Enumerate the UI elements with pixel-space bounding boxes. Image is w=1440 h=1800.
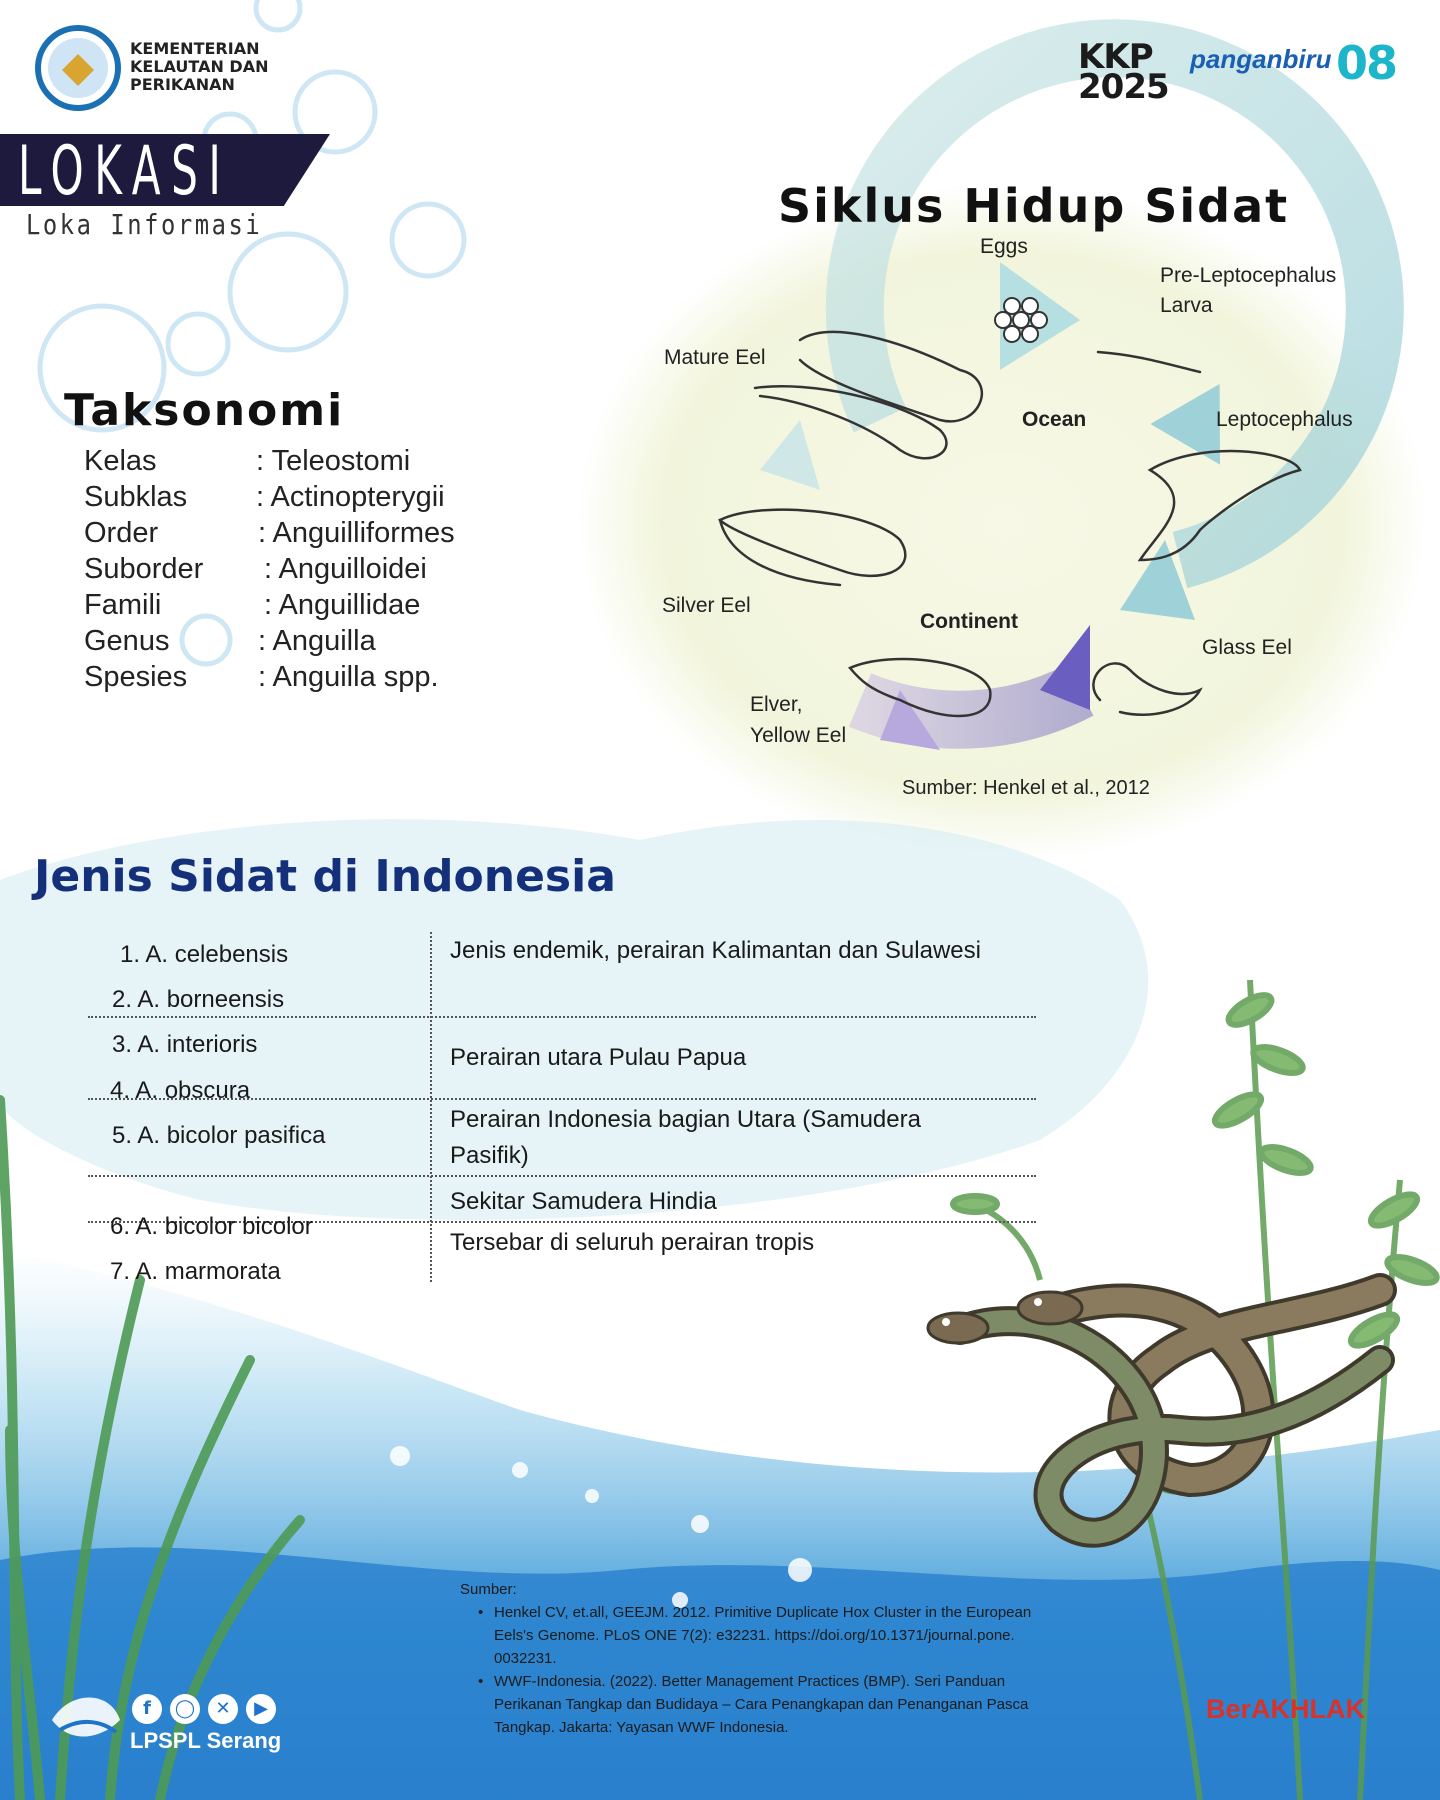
taxonomy-value: : Anguilla [258,625,376,657]
species-item: 7. A. marmorata [110,1258,281,1285]
species-item: 2. A. borneensis [112,986,285,1013]
lifecycle-label-ocean: Ocean [1022,408,1087,431]
taxonomy-row [84,588,421,622]
references [460,1578,1060,1739]
o8-logo [1336,38,1396,88]
lifecycle-label-silver: Silver Eel [662,594,751,617]
species-description: Tersebar di seluruh perairan tropis [450,1229,815,1256]
taxonomy-label: Genus [84,625,170,657]
o8-logo-text: 08 [1336,36,1397,90]
org-name: LPSPL Serang [130,1728,282,1753]
species-item: 5. A. bicolor pasifica [112,1122,326,1149]
reference-item: • Henkel CV, et.all, GEEJM. 2012. Primitive Duplicate Hox Cluster in the European Eels's Genome. PLoS ONE 7(2): e32231. https://doi.org/10.1371/journal.pone. 0032231. [494,1601,1060,1670]
kkp-logo-line2: 2025 [1078,67,1169,107]
ministry-line-2: KELAUTAN DAN [130,57,269,76]
taxonomy-value: : Anguilla spp. [258,661,439,693]
brand-subtitle: Loka Informasi [26,208,263,241]
lifecycle-label-continent: Continent [920,610,1018,633]
instagram-icon[interactable]: ◯ [170,1694,200,1724]
youtube-icon[interactable]: ▶ [246,1694,276,1724]
kkp-logo-line1: KKP [1078,37,1153,77]
taxonomy-row [84,552,427,586]
species-section-title: Jenis Sidat di Indonesia [34,851,616,902]
ministry-line-1: KEMENTERIAN [130,39,260,58]
taxonomy-row [84,660,439,694]
taxonomy-row [84,516,455,550]
taxonomy-label: Famili [84,589,162,621]
species-description: Jenis endemik, perairan Kalimantan dan Sulawesi [450,937,981,964]
x-icon[interactable]: ✕ [208,1694,238,1724]
species-item: 1. A. celebensis [120,941,289,968]
lifecycle-label-yellow: Yellow Eel [750,724,847,747]
taxonomy-row [84,480,445,514]
taxonomy-value: : Anguilliformes [258,517,455,549]
lifecycle-source: Sumber: Henkel et al., 2012 [902,777,1150,799]
taxonomy-row [84,624,376,658]
lifecycle-title: Siklus Hidup Sidat [778,179,1290,233]
species-description: Sekitar Samudera Hindia [450,1188,717,1215]
taxonomy-label: Spesies [84,661,188,693]
taxonomy-value: : Anguillidae [264,589,421,621]
facebook-icon[interactable]: f [132,1694,162,1724]
kkp-logo [1078,37,1169,107]
berakhlak-logo: BerAKHLAK [1206,1694,1366,1724]
species-item: 3. A. interioris [112,1031,258,1058]
brand-title: LOKASI [18,132,232,211]
species-item: 6. A. bicolor bicolor [110,1213,313,1240]
references-heading: Sumber: [460,1581,517,1598]
lifecycle-label-glass: Glass Eel [1202,636,1292,659]
species-description: Perairan utara Pulau Papua [450,1044,747,1071]
taxonomy-value: : Actinopterygii [256,481,445,513]
lifecycle-label-elver: Elver, [750,693,803,716]
taxonomy-label: Order [84,517,159,549]
lifecycle-label-leptocephalus: Leptocephalus [1216,408,1353,431]
ministry-name [130,40,330,94]
taxonomy-label: Kelas [84,445,157,477]
taxonomy-value: : Anguilloidei [264,553,427,585]
ministry-logo [38,28,118,108]
species-description: Perairan Indonesia bagian Utara (Samudera Pasifik) [450,1106,921,1169]
reference-item: • WWF-Indonesia. (2022). Better Management Practices (BMP). Seri Panduan Perikanan Tangkap dan Budidaya – Cara Penangkapan dan Penanganan Pasca Tangkap. Jakarta: Yayasan WWF Indonesia. [494,1670,1060,1739]
lifecycle-label-pre-lepto-larva: Larva [1160,294,1213,317]
lifecycle-label-mature: Mature Eel [664,346,766,369]
panganbiru-logo: panganbiru [1190,44,1332,74]
table-row-separator [88,1175,1036,1177]
species-item: 4. A. obscura [110,1077,251,1104]
table-divider [430,932,432,1282]
taxonomy-value: : Teleostomi [256,445,411,477]
lifecycle-label-eggs: Eggs [980,235,1028,258]
taxonomy-label: Subklas [84,481,188,513]
ministry-line-3: PERIKANAN [130,75,235,94]
taxonomy-label: Suborder [84,553,204,585]
table-row-separator [88,1016,1036,1018]
lifecycle-label-pre-lepto: Pre-Leptocephalus [1160,264,1337,287]
references-list [494,1601,1060,1739]
taxonomy-row [84,444,411,478]
taxonomy-title: Taksonomi [64,385,345,436]
